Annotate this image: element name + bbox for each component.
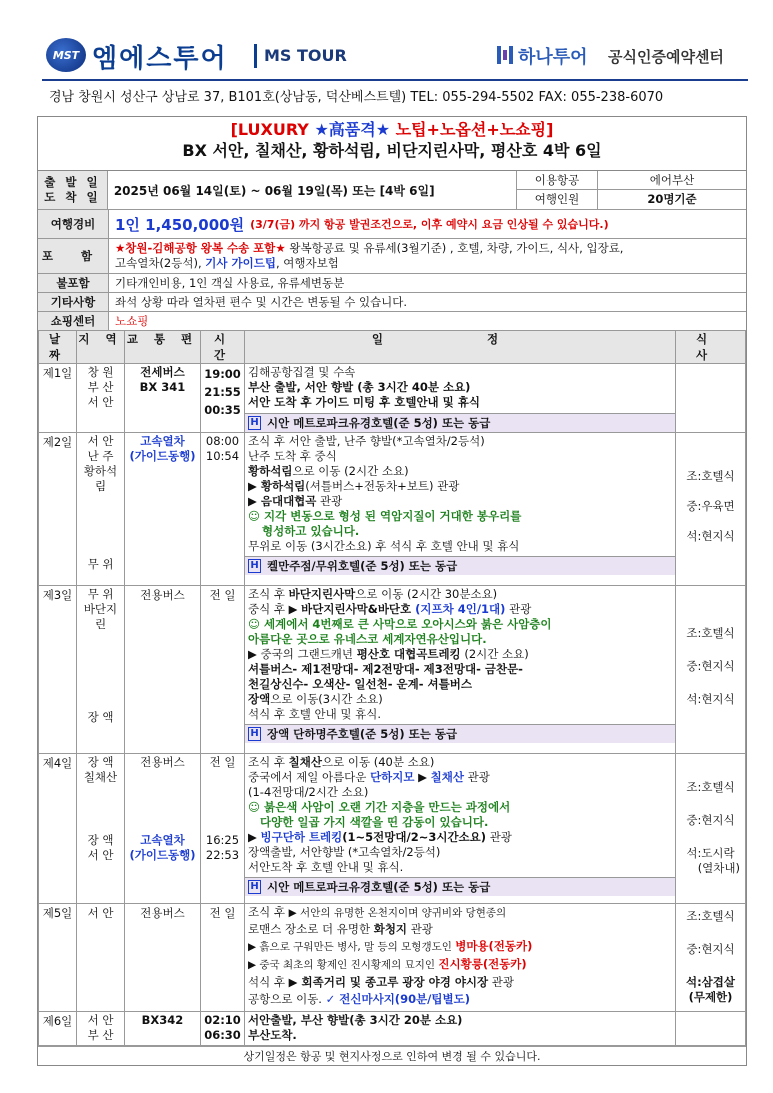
day-area <box>77 1012 125 1046</box>
day-time: 전 일 <box>201 586 245 754</box>
transport-item: (가이드동행) <box>129 449 196 463</box>
area-item: 서 안 <box>87 848 114 862</box>
day-transport <box>125 754 201 904</box>
schedule-text: 로맨스 장소로 더 유명한 <box>248 922 374 936</box>
schedule-line <box>248 938 672 956</box>
schedule-line: 김해공항집결 및 수속 <box>248 365 356 379</box>
title-luxury: [LUXURY <box>230 120 315 139</box>
col-schedule: 일 정 <box>245 331 676 364</box>
schedule-text: (2시간 소요) <box>460 647 529 661</box>
schedule-text: 으로 이동 (2시간 소요) <box>292 464 409 478</box>
time-item: 22:53 <box>205 848 240 862</box>
day-label: 제2일 <box>39 433 77 586</box>
includes-row <box>38 239 746 274</box>
hotel-bar <box>245 724 675 743</box>
place-name: 진시황릉(전동카) <box>438 957 527 971</box>
schedule-line: 부산도착. <box>248 1028 297 1042</box>
transport-item: 고속열차 <box>140 833 185 847</box>
schedule-line <box>248 647 672 662</box>
area-item: 무 위 <box>87 587 114 601</box>
price-note: (3/7(금) 까지 항공 발권조건으로, 이후 예약시 요금 인상될 수 있습니다.) <box>250 218 609 231</box>
hotel-bar <box>245 877 675 896</box>
hotel-icon: H <box>248 559 261 573</box>
place-name: 병마용(전동카) <box>455 939 533 953</box>
airline-label: 이용항공 <box>517 171 598 189</box>
includes-insurance: , 여행자보험 <box>275 256 339 270</box>
day-row <box>39 364 746 433</box>
place-name: 칠채산 <box>288 755 322 769</box>
place-name: 단하지모 <box>370 770 415 784</box>
transport-item: BX 341 <box>139 380 186 394</box>
place-name: 바단지린사막&바단호 <box>301 602 412 616</box>
day-schedule <box>245 586 676 754</box>
schedule-text: ▶ 중국의 그랜드캐년 <box>248 647 357 661</box>
itinerary-header <box>39 331 746 364</box>
day-time <box>201 1012 245 1046</box>
bullet-icon: ▶ <box>248 479 261 493</box>
price-label: 여행경비 <box>38 210 109 238</box>
schedule-line <box>248 692 672 707</box>
schedule-text: 관광 <box>407 922 433 936</box>
schedule-text: 중식 후 ▶ <box>248 602 302 616</box>
schedule-line: 석식 후 호텔 안내 및 휴식. <box>248 707 382 721</box>
day-label: 제6일 <box>39 1012 77 1046</box>
schedule-line: 장액출발, 서안향발 (*고속열차/2등석) <box>248 845 441 859</box>
transport-item: (가이드동행) <box>129 848 196 862</box>
day-label: 제5일 <box>39 904 77 1012</box>
dates-label <box>38 171 108 209</box>
hanatour-logo-icon <box>496 44 514 66</box>
people-value: 20명기준 <box>647 192 697 206</box>
highlight-line: 형성하고 있습니다. <box>262 524 360 538</box>
schedule-line: 서안 도착 후 가이드 미팅 후 호텔안내 및 휴식 <box>248 395 480 409</box>
day-area <box>77 586 125 754</box>
price-cell <box>109 210 615 238</box>
highlight-line: ☺ 세계에서 4번째로 큰 사막으로 오아시스와 붉은 사암층이 <box>248 617 552 631</box>
place-name: 음대대협곡 <box>260 494 317 508</box>
place-name: 빙구단하 트레킹 <box>260 830 343 844</box>
day-row <box>39 1012 746 1046</box>
meal-item: (무제한) <box>688 990 733 1004</box>
day-schedule <box>245 904 676 1012</box>
schedule-text: (셔틀버스+전동차+보트) <box>305 479 434 493</box>
place-name: 바단지린사막 <box>288 587 356 601</box>
shopping-row <box>38 312 746 330</box>
schedule-text: ▶ 중국 최초의 황제인 진시황제의 묘지인 <box>248 959 439 971</box>
col-time: 시 간 <box>201 331 245 364</box>
time-item: 19:00 <box>204 367 241 381</box>
highlight-line: 다양한 일곱 가지 색깔을 띤 감동이 있습니다. <box>260 815 489 829</box>
hotel-icon: H <box>248 727 261 741</box>
day-time <box>201 364 245 433</box>
schedule-line: 부산 출발, 서안 향발 (총 3시간 40분 소요) <box>248 380 471 394</box>
hotel-icon: H <box>248 416 261 430</box>
dates-row <box>38 171 746 210</box>
schedule-line: 천길상신수- 오색산- 일선천- 운계- 셔틀버스 <box>248 677 472 691</box>
schedule-text: 관광 <box>463 770 490 784</box>
shopping-text: 노쇼핑 <box>115 314 149 328</box>
day-meals <box>676 904 746 1012</box>
day-row <box>39 586 746 754</box>
hotel-bar <box>245 556 675 575</box>
arrival-label: 도 착 일 <box>44 190 101 204</box>
schedule-line: 서안출발, 부산 향발(총 3시간 20분 소요) <box>248 1013 463 1027</box>
place-name: 화청지 <box>373 922 408 936</box>
bullet-icon: ▶ <box>414 770 431 784</box>
area-item: 장 액 <box>87 833 114 847</box>
meal-item: 조:호텔식 <box>686 626 735 640</box>
area-item: 무 위 <box>87 557 114 571</box>
area-item: 장 액 <box>87 755 114 769</box>
area-item: 부 산 <box>87 380 114 394</box>
excludes-row <box>38 274 746 293</box>
jeep-note: (지프차 4인/1대) <box>411 602 506 616</box>
transport-item: 고속열차 <box>140 434 185 448</box>
includes-label: 포 함 <box>38 239 109 273</box>
bullet-icon: ▶ <box>248 494 261 508</box>
schedule-line <box>248 755 672 770</box>
meal-item: 중:현지식 <box>686 659 735 673</box>
day-meals <box>676 754 746 904</box>
itinerary-table <box>38 330 746 1046</box>
schedule-text: 조식 후 <box>248 755 289 769</box>
schedule-text: 중국에서 제일 아름다운 <box>248 770 371 784</box>
meal-item: 중:현지식 <box>686 942 735 956</box>
shopping-label: 쇼핑센터 <box>38 312 109 330</box>
day-transport <box>125 433 201 586</box>
schedule-line <box>248 479 672 494</box>
time-item: 21:55 <box>204 385 241 399</box>
schedule-text: 으로 이동 (2시간 30분소요) <box>355 587 498 601</box>
schedule-line: 무위로 이동 (3시간소요) 후 석식 후 호텔 안내 및 휴식 <box>248 539 520 553</box>
schedule-line: 난주 도착 후 중식 <box>248 449 337 463</box>
time-item: 10:54 <box>205 449 240 463</box>
itinerary-sheet <box>37 116 747 1066</box>
schedule-text: 관광 <box>433 479 460 493</box>
time-item: 16:25 <box>205 833 240 847</box>
schedule-line <box>248 770 672 785</box>
col-meal: 식 사 <box>676 331 746 364</box>
day-label: 제4일 <box>39 754 77 904</box>
price-value: 1인 1,450,000원 <box>115 215 245 234</box>
meal-item: 석:현지식 <box>686 529 735 543</box>
highlight-line: ☺ 지각 변동으로 형성 된 역암지질이 거대한 봉우리를 <box>248 509 522 523</box>
schedule-line: 셔틀버스- 제1전망대- 제2전망대- 제3전망대- 금찬문- <box>248 662 523 676</box>
area-item: 바단지린 <box>83 602 118 631</box>
schedule-line: 조식 후 서안 출발, 난주 향발(*고속열차/2등석) <box>248 434 485 448</box>
area-item: 황하석림 <box>83 464 118 493</box>
schedule-text: 관광 <box>486 830 512 844</box>
hotel-name: 켈만주점/무위호텔(준 5성) 또는 동급 <box>267 559 458 573</box>
schedule-line <box>248 905 672 921</box>
day-meals <box>676 586 746 754</box>
day-time <box>201 754 245 904</box>
day-area <box>77 433 125 586</box>
etc-row <box>38 293 746 312</box>
time-item: 전 일 <box>209 755 236 769</box>
place-name: ▶ 회족거리 및 종고루 광장 야경 야시장 <box>288 975 489 989</box>
partner-name: 하나투어 <box>518 47 588 68</box>
time-item: 00:35 <box>204 403 241 417</box>
page-header <box>42 34 746 82</box>
meal-item: 조:호텔식 <box>686 780 735 794</box>
schedule-text: 석식 후 <box>248 975 289 989</box>
excludes-text: 기타개인비용, 1인 객실 사용료, 유류세변동분 <box>115 276 345 290</box>
day-time <box>201 433 245 586</box>
place-name: 황하석림 <box>260 479 306 493</box>
excludes-label: 불포함 <box>38 274 109 292</box>
schedule-text: 관광 <box>316 494 343 508</box>
includes-items: 왕복항공료 및 유류세(3월기준) , 호텔, 차량, 가이드, 식사, 입장료, <box>285 241 624 255</box>
day-area <box>77 364 125 433</box>
schedule-text: 조식 후 <box>248 905 289 919</box>
schedule-text: 으로 이동(3시간 소요) <box>270 692 383 706</box>
footer-note: 상기일정은 항공 및 현지사정으로 인하여 변경 될 수 있습니다. <box>38 1046 746 1065</box>
includes-text <box>109 239 629 273</box>
hotel-icon: H <box>248 880 261 894</box>
schedule-line <box>248 974 672 991</box>
etc-text: 좌석 상황 따라 열차편 편수 및 시간은 변동될 수 있습니다. <box>115 295 408 309</box>
hotel-name: 장액 단하명주호텔(준 5성) 또는 동급 <box>267 727 458 741</box>
day-schedule <box>245 754 676 904</box>
schedule-line <box>248 587 672 602</box>
company-address: 경남 창원시 성산구 상남로 37, B101호(상남동, 덕산베스트텔) TEL: 055-294-5502 FAX: 055-238-6070 <box>49 90 664 105</box>
day-area: 서 안 <box>77 904 125 1012</box>
schedule-line <box>248 602 672 617</box>
day-time: 전 일 <box>201 904 245 1012</box>
day-schedule <box>245 364 676 433</box>
day-label: 제1일 <box>39 364 77 433</box>
day-row <box>39 904 746 1012</box>
transport-item: 전세버스 <box>140 365 185 379</box>
place-name: 장액 <box>248 692 271 706</box>
area-item: 칠채산 <box>83 770 118 784</box>
includes-tips: 기사 가이드팁 <box>205 256 276 270</box>
massage-note: ✓ 전신마사지(90분/팁별도) <box>325 992 470 1006</box>
brand-name: 엠에스투어 <box>92 44 228 74</box>
day-label: 제3일 <box>39 586 77 754</box>
hotel-name: 시안 메트로파크유경호텔(준 5성) 또는 동급 <box>267 880 491 894</box>
day-row <box>39 433 746 586</box>
airline-value: 에어부산 <box>649 173 695 187</box>
place-name: 칠채산 <box>430 770 464 784</box>
col-transport: 교 통 편 <box>125 331 201 364</box>
place-name: 황하석림 <box>248 464 293 478</box>
place-name: 평산호 대협곡트레킹 <box>356 647 461 661</box>
tour-title-route: BX 서안, 칠채산, 황하석림, 비단지린사막, 평산호 4박 6일 <box>182 141 602 160</box>
schedule-line: 서안도착 후 호텔 안내 및 휴식. <box>248 860 404 874</box>
schedule-line <box>248 991 672 1008</box>
schedule-text: ▶ 흙으로 구워만든 병사, 말 등의 모형갱도인 <box>248 941 456 953</box>
hotel-name: 시안 메트로파크유경호텔(준 5성) 또는 동급 <box>267 416 491 430</box>
highlight-line: 아름다운 곳으로 유네스코 세계자연유산입니다. <box>248 632 487 646</box>
schedule-line <box>248 921 672 938</box>
day-schedule <box>245 1012 676 1046</box>
area-item: 서 안 <box>87 395 114 409</box>
schedule-text: 관광 <box>505 602 532 616</box>
includes-train: 고속열차(2등석), <box>115 256 206 270</box>
day-transport <box>125 364 201 433</box>
area-item: 서 안 <box>87 1013 114 1027</box>
area-item: 서 안 <box>87 434 114 448</box>
col-area: 지 역 <box>77 331 125 364</box>
day-schedule <box>245 433 676 586</box>
includes-transfer: ★창원-김해공항 왕복 수송 포함★ <box>115 241 286 255</box>
meal-item: (열차내) <box>697 861 740 875</box>
schedule-line: (1-4전망대/2시간 소요) <box>248 785 369 799</box>
schedule-text: 조식 후 <box>248 587 289 601</box>
day-meals <box>676 1012 746 1046</box>
meal-item: 조:호텔식 <box>686 469 735 483</box>
time-item: 06:30 <box>204 1028 241 1042</box>
schedule-line <box>248 830 672 845</box>
schedule-line <box>248 956 672 974</box>
day-area <box>77 754 125 904</box>
meal-item: 중:현지식 <box>686 813 735 827</box>
schedule-text: 으로 이동 (40분 소요) <box>321 755 435 769</box>
meal-item: 석:도시락 <box>686 846 735 860</box>
day-meals <box>676 433 746 586</box>
area-item: 부 산 <box>87 1028 114 1042</box>
hotel-bar <box>245 413 675 432</box>
schedule-text: ▶ 서안의 유명한 온천지이며 양귀비와 당현종의 <box>288 907 507 919</box>
price-row <box>38 210 746 239</box>
tour-title-tagline <box>38 120 746 140</box>
day-transport: BX342 <box>125 1012 201 1046</box>
day-row <box>39 754 746 904</box>
meal-item: 중:우육면 <box>686 499 735 513</box>
area-item: 난 주 <box>87 449 114 463</box>
bullet-icon: ▶ <box>248 830 261 844</box>
people-label: 여행인원 <box>517 190 598 209</box>
title-no-options: 노팁+노옵션+노쇼핑] <box>390 120 554 139</box>
schedule-text: 공항으로 이동. <box>248 992 326 1006</box>
flight-info <box>516 171 746 209</box>
meal-item: 석:삼겹살 <box>685 975 736 989</box>
schedule-text: 관광 <box>488 975 515 989</box>
area-item: 장 액 <box>87 710 114 724</box>
etc-label: 기타사항 <box>38 293 109 311</box>
departure-label: 출 발 일 <box>44 175 101 189</box>
col-date: 날 짜 <box>39 331 77 364</box>
meal-item: 석:현지식 <box>686 692 735 706</box>
area-item: 창 원 <box>87 365 114 379</box>
highlight-line: ☺ 붉은색 사암이 오랜 기간 지층을 만드는 과정에서 <box>248 800 511 814</box>
day-transport: 전용버스 <box>125 586 201 754</box>
travel-dates: 2025년 06월 14일(토) ~ 06월 19일(목) 또는 [4박 6일] <box>113 183 435 198</box>
schedule-text: (1~5전망대/2~3시간소요) <box>342 830 487 844</box>
transport-item: 전용버스 <box>140 755 185 769</box>
meal-item: 조:호텔식 <box>686 909 735 923</box>
partner-subtitle: 공식인증예약센터 <box>608 48 724 66</box>
time-item: 02:10 <box>204 1013 241 1027</box>
brand-divider <box>254 44 257 68</box>
title-premium: ★高품격★ <box>314 120 391 139</box>
day-transport: 전용버스 <box>125 904 201 1012</box>
mst-logo-icon: MST <box>46 38 86 72</box>
time-item: 08:00 <box>205 434 240 448</box>
tour-title <box>38 120 746 171</box>
schedule-line <box>248 464 672 479</box>
schedule-line <box>248 494 672 509</box>
brand-name-en: MS TOUR <box>264 46 347 65</box>
header-rule <box>42 79 748 81</box>
day-meals <box>676 364 746 433</box>
